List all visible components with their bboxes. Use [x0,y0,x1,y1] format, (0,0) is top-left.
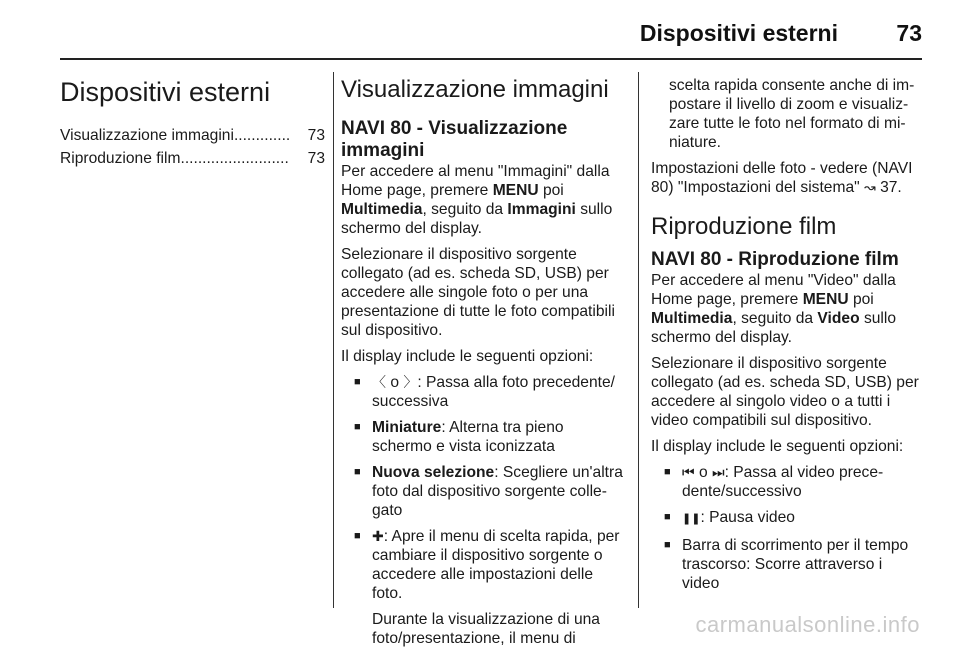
images-option-quick-menu [354,527,623,603]
film-heading: Riproduzione film [651,213,837,240]
text-run: Per accedere al menu "Video" dalla Home page, premere [651,272,896,308]
watermark: carmanualsonline.info [695,612,920,637]
text-run: sullo schermo del display. [651,310,897,346]
toc-entry-dots: ............. [233,127,291,144]
text-run: : Passa alla foto precedente/ successiva [372,374,615,410]
chevron-right-icon: 〉 [403,374,418,390]
skip-next-icon: ⏭ [711,464,725,480]
film-source-paragraph: Selezionare il dispositivo sorgente collegato (ad es. scheda SD, USB) per accedere al singolo video o a tutti i video compatibili sul dispositivo. [651,355,919,429]
page-number: 73 [896,20,922,46]
toc-entry-film[interactable] [60,149,325,168]
images-option-new-selection [354,463,623,520]
film-subheading: NAVI 80 - Riproduzione film [651,249,899,270]
images-settings-ref [651,159,923,197]
text-run: : Alterna tra pieno schermo e vista iconizzata [372,419,564,455]
text-run: Per accedere al menu "Immagini" dalla Home page, premere [341,163,610,199]
multimedia-label: Multimedia [341,201,423,218]
images-quick-menu-note: Durante la visualizzazione di una foto/presentazione, il menu di [372,611,600,647]
images-source-paragraph: Selezionare il dispositivo sorgente collegato (ad es. scheda SD, USB) per accedere alle singole foto o per una presentazione di tutte le foto compatibili sul dispositivo. [341,246,615,339]
column-divider-2 [638,72,639,608]
toc-entry-page: 73 [307,127,325,144]
video-label: Video [817,310,860,327]
text-run: , seguito da [422,201,508,218]
text-run: sullo schermo del display. [341,201,613,237]
text-run: , seguito da [732,310,818,327]
film-option-pause [664,508,923,529]
images-heading: Visualizzazione immagini [341,76,609,103]
skip-previous-icon: ⏮ [682,464,695,480]
text-run: o [386,374,404,391]
menu-label: MENU [802,291,849,308]
film-intro [651,271,923,347]
text-run: : Pausa video [700,509,795,526]
page-ref-arrow-icon: ↝ [864,179,876,195]
pause-icon: ❚❚ [682,513,701,525]
images-option-thumbnails [354,418,623,456]
film-option-scrollbar: ■ Barra di scorrimento per il tempo trascorso: Scorre attraverso i video [664,536,923,593]
film-options-intro: Il display include le seguenti opzioni: [651,438,904,455]
new-selection-label: Nuova selezione [372,464,495,481]
toc-entry-dots: ......................... [180,150,289,167]
page-header [60,14,922,50]
images-subheading: NAVI 80 - Visualizzazione immagini [341,118,568,161]
toc-entry-page: 73 [307,150,325,167]
header-rule [60,58,922,60]
toc-entry-label: Riproduzione film [60,150,181,167]
images-intro [341,162,623,238]
header-title: Dispositivi esterni [639,20,838,46]
images-option-prev-next [354,373,623,411]
film-option-prev-next [664,463,923,501]
text-run: poi [538,182,564,199]
film-column [651,66,923,600]
menu-label: MENU [492,182,539,199]
text-run: : Scegliere un'altra foto dal dispositivo sorgente colle-gato [372,464,623,519]
chapter-title: Dispositivi esterni [60,77,271,107]
text-run: o [694,464,712,481]
text-run: Impostazioni delle foto - vedere (NAVI 80) "Impostazioni del sistema" [651,160,913,196]
column-divider-1 [333,72,334,608]
text-run: : Apre il menu di scelta rapida, per cambiare il dispositivo sorgente o accedere alle impostazioni delle foto. [372,528,620,602]
immagini-label: Immagini [507,201,576,218]
toc-entry-label: Visualizzazione immagini [60,127,234,144]
text-run: 37. [875,179,902,196]
chevron-left-icon: 〈 [372,374,386,390]
miniature-label: Miniature [372,419,442,436]
text-run: : Passa al video prece-dente/successivo [682,464,884,500]
toc-entry-images[interactable] [60,126,325,145]
toc-column [60,66,325,172]
multimedia-label: Multimedia [651,310,733,327]
text-run: poi [848,291,874,308]
images-column [341,66,623,655]
plus-icon: ✚ [372,528,384,544]
images-quick-menu-note-cont: scelta rapida consente anche di im-postare il livello di zoom e visualiz-zare tutte le foto nel formato di mi-niature. [669,77,915,151]
images-options-intro: Il display include le seguenti opzioni: [341,348,594,365]
